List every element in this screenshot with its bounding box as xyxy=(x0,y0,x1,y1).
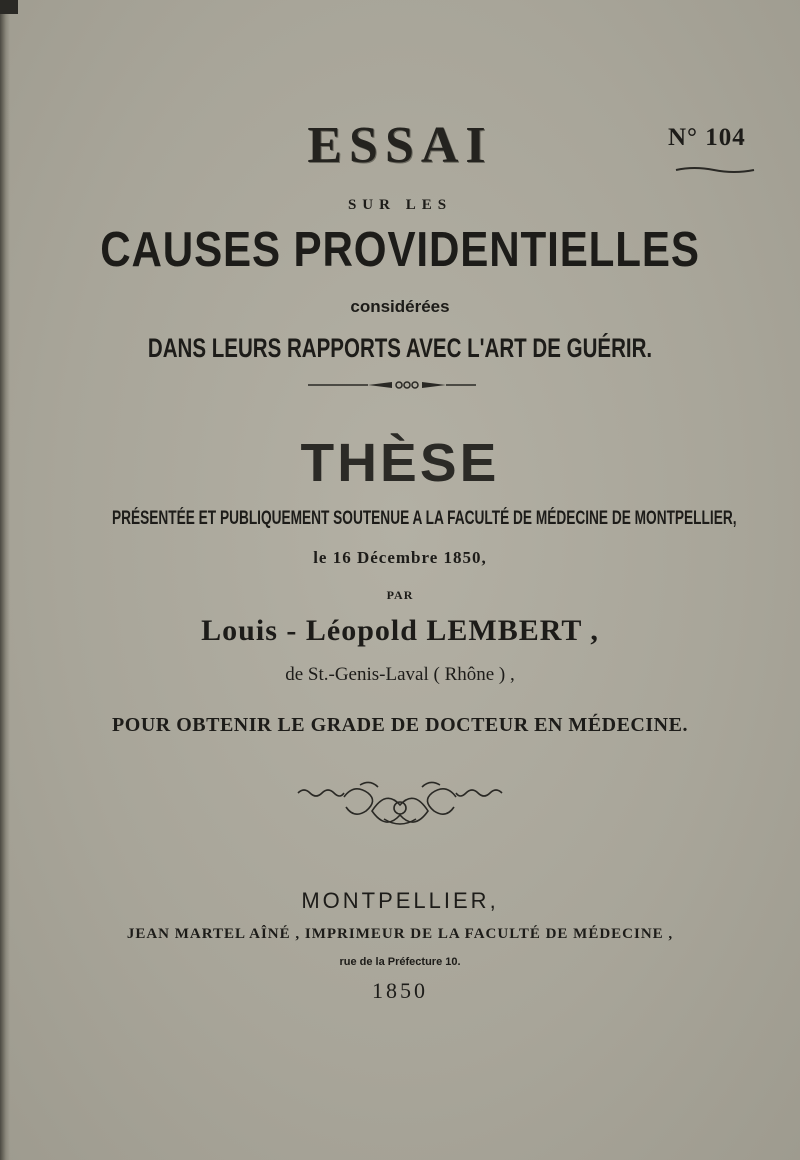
title-essai: ESSAI xyxy=(307,117,493,174)
city-name: MONTPELLIER, xyxy=(301,888,499,913)
author-origin: de St.-Genis-Laval ( Rhône ) , xyxy=(285,664,515,685)
title-relation: DANS LEURS RAPPORTS AVEC L'ART DE GUÉRIR. xyxy=(147,333,653,363)
page-corner-mark xyxy=(0,0,18,14)
ornamental-rule xyxy=(0,377,800,393)
defense-date: le 16 Décembre 1850, xyxy=(313,548,487,567)
author-name: Louis - Léopold LEMBERT , xyxy=(201,614,599,647)
title-sur-les: SUR LES xyxy=(347,197,453,213)
printer-address: rue de la Préfecture 10. xyxy=(339,956,461,968)
degree-line: POUR OBTENIR LE GRADE DE DOCTEUR EN MÉDECINE. xyxy=(112,714,688,736)
these-heading: THÈSE xyxy=(300,433,500,493)
document-number: N° 104 xyxy=(668,124,746,151)
ornament-vignette-icon xyxy=(0,775,800,835)
title-causes: CAUSES PROVIDENTIELLES xyxy=(100,223,700,277)
publication-year: 1850 xyxy=(372,978,428,1003)
title-considerees: considérées xyxy=(350,297,450,316)
par-label: PAR xyxy=(386,588,414,602)
presentation-line: PRÉSENTÉE ET PUBLIQUEMENT SOUTENUE A LA FACULTÉ DE MÉDECINE DE MONTPELLIER, xyxy=(112,508,737,529)
printer-line: JEAN MARTEL AÎNÉ , IMPRIMEUR DE LA FACULTÉ DE MÉDECINE , xyxy=(126,926,674,942)
